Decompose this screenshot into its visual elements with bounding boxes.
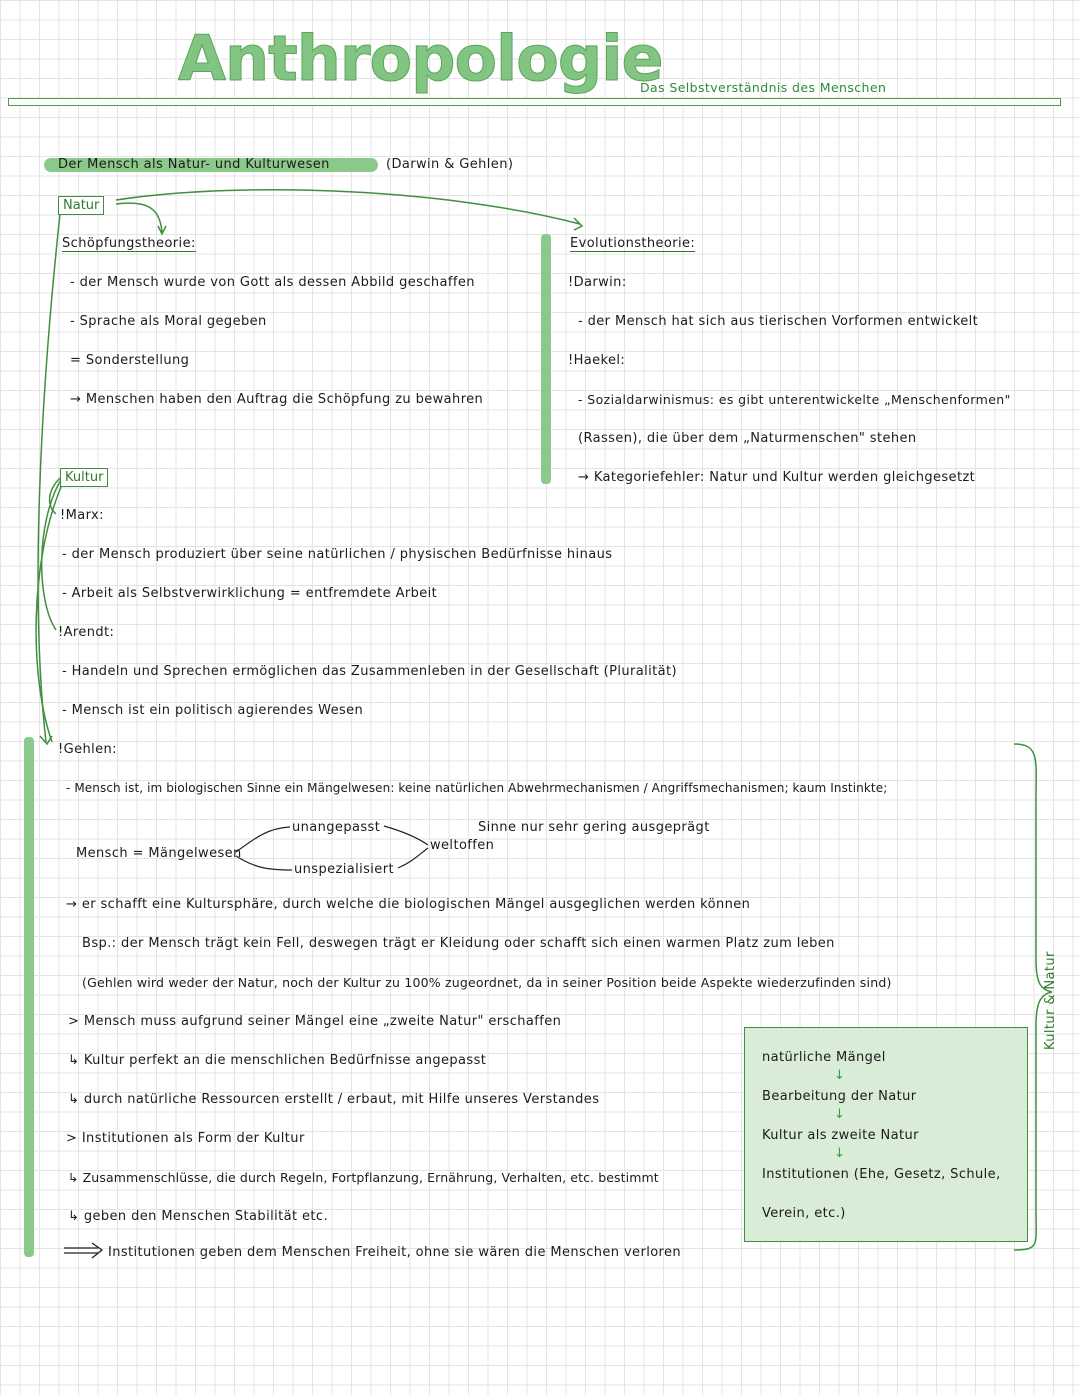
page-subtitle: Das Selbstverständnis des Menschen xyxy=(640,80,887,95)
schoepfung-heading: Schöpfungstheorie: xyxy=(62,236,196,251)
arendt-label: !Arendt: xyxy=(58,625,115,640)
gehlen-bar xyxy=(24,737,34,1257)
arrow-down-icon: ↓ xyxy=(834,1107,845,1122)
summary-step-2: Bearbeitung der Natur xyxy=(762,1089,917,1104)
gehlen-line-1: → er schafft eine Kultursphäre, durch welche die biologischen Mängel ausgeglichen werden können xyxy=(66,897,751,912)
schoepfung-line-3: = Sonderstellung xyxy=(70,353,190,368)
side-label: Kultur & Natur xyxy=(1043,951,1058,1050)
evolution-heading: Evolutionstheorie: xyxy=(570,236,696,251)
arrow-down-icon: ↓ xyxy=(834,1146,845,1161)
gehlen-label: !Gehlen: xyxy=(58,742,117,757)
schoepfung-line-1: - der Mensch wurde von Gott als dessen Abbild geschaffen xyxy=(70,275,475,290)
column-divider-bar xyxy=(541,234,551,484)
natur-label: Natur xyxy=(58,196,104,215)
haekel-line-1: - Sozialdarwinismus: es gibt unterentwickelte „Menschenformen" xyxy=(578,392,1011,407)
section-title: Der Mensch als Natur- und Kulturwesen xyxy=(58,157,330,172)
marx-label: !Marx: xyxy=(60,508,104,523)
gehlen-conclusion: Institutionen geben dem Menschen Freiheit, ohne sie wären die Menschen verloren xyxy=(108,1245,682,1260)
gehlen-line-4: > Mensch muss aufgrund seiner Mängel eine „zweite Natur" erschaffen xyxy=(68,1014,562,1029)
schoepfung-line-2: - Sprache als Moral gegeben xyxy=(70,314,267,329)
haekel-line-2: (Rassen), die über dem „Naturmenschen" stehen xyxy=(578,431,917,446)
diagram-note: Sinne nur sehr gering ausgeprägt xyxy=(478,820,710,835)
darwin-label: !Darwin: xyxy=(568,275,627,290)
kultur-label: Kultur xyxy=(60,468,108,487)
summary-step-5: Verein, etc.) xyxy=(762,1206,846,1221)
gehlen-intro: - Mensch ist, im biologischen Sinne ein Mängelwesen: keine natürlichen Abwehrmechanismen / Angriffsmechanismen; kaum Instinkte; xyxy=(66,781,888,795)
schoepfung-line-4: → Menschen haben den Auftrag die Schöpfung zu bewahren xyxy=(70,392,484,407)
diagram-branch-top: unangepasst xyxy=(292,820,381,835)
gehlen-line-9: ↳ geben den Menschen Stabilität etc. xyxy=(68,1209,328,1224)
gehlen-line-8: ↳ Zusammenschlüsse, die durch Regeln, Fortpflanzung, Ernährung, Verhalten, etc. bestimmt xyxy=(68,1170,659,1185)
page-title: Anthropologie xyxy=(178,22,663,95)
summary-step-1: natürliche Mängel xyxy=(762,1050,886,1065)
diagram-branch-bottom: unspezialisiert xyxy=(294,862,394,877)
section-note: (Darwin & Gehlen) xyxy=(386,157,514,172)
haekel-line-3: → Kategoriefehler: Natur und Kultur werden gleichgesetzt xyxy=(578,470,976,485)
arrow-down-icon: ↓ xyxy=(834,1068,845,1083)
gehlen-line-3: (Gehlen wird weder der Natur, noch der Kultur zu 100% zugeordnet, da in seiner Position beide Aspekte wiederzufinden sind) xyxy=(82,975,892,990)
marx-line-1: - der Mensch produziert über seine natürlichen / physischen Bedürfnisse hinaus xyxy=(62,547,613,562)
gehlen-line-2: Bsp.: der Mensch trägt kein Fell, deswegen trägt er Kleidung oder schafft sich einen warmen Platz zum leben xyxy=(82,936,835,951)
diagram-root: Mensch = Mängelwesen xyxy=(76,846,242,861)
darwin-line: - der Mensch hat sich aus tierischen Vorformen entwickelt xyxy=(578,314,979,329)
haekel-label: !Haekel: xyxy=(568,353,626,368)
arendt-line-2: - Mensch ist ein politisch agierendes Wesen xyxy=(62,703,364,718)
diagram-merge: weltoffen xyxy=(430,838,495,853)
arendt-line-1: - Handeln und Sprechen ermöglichen das Zusammenleben in der Gesellschaft (Pluralität) xyxy=(62,664,677,679)
summary-step-3: Kultur als zweite Natur xyxy=(762,1128,919,1143)
summary-step-4: Institutionen (Ehe, Gesetz, Schule, xyxy=(762,1167,1001,1182)
gehlen-line-5: ↳ Kultur perfekt an die menschlichen Bedürfnisse angepasst xyxy=(68,1053,487,1068)
gehlen-line-7: > Institutionen als Form der Kultur xyxy=(66,1131,305,1146)
marx-line-2: - Arbeit als Selbstverwirklichung = entfremdete Arbeit xyxy=(62,586,438,601)
gehlen-line-6: ↳ durch natürliche Ressourcen erstellt / erbaut, mit Hilfe unseres Verstandes xyxy=(68,1092,600,1107)
